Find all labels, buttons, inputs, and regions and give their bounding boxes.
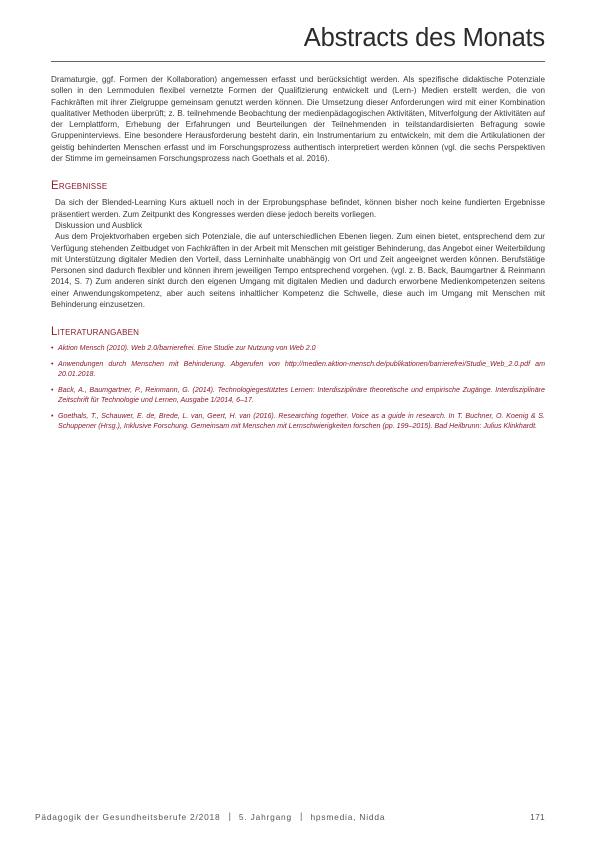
footer-publisher: hpsmedia, Nidda xyxy=(310,811,386,822)
reference-item xyxy=(51,411,545,432)
footer-journal: Pädagogik der Gesundheitsberufe 2/2018 xyxy=(35,811,221,822)
discussion-paragraph: Aus dem Projektvorhaben ergeben sich Potenziale, die auf unterschiedlichen Ebenen liegen. Zum einen bietet, entsprechend dem zur Verfügung stehenden Zeitbudget von Fachkräften in der Arbeit mit Menschen mit geistiger Behinderung, das Angebot einer Weiterbildung mit Unterstützung digitaler Medien den Vorteil, dass Lerninhalte unabhängig von Ort und Zeit angeeignet werden können. Berufstätige Personen sind dadurch flexibler und können ihrem jeweiligen Tempo entsprechend vorgehen. (vgl. z. B. Back, Baumgartner & Reinmann 2014, S. 7) Zum anderen sinkt durch den eigenen Umgang mit digitalen Medien und dadurch erworbene Medienkompetenzen seitens einer Anwendungskompetenz, aber auch seitens inhaltlicher Kompetenz die Schwelle, diese auch im Umgang mit Menschen mit Behinderung einzusetzen. xyxy=(51,232,545,310)
header-divider xyxy=(51,61,545,62)
article-body xyxy=(51,74,545,437)
reference-item xyxy=(51,385,545,406)
discussion-subheading: Diskussion und Ausblick xyxy=(55,220,143,230)
intro-paragraph: Dramaturgie, ggf. Formen der Kollaboration) angemessen erfasst und berücksichtigt werden. Als spezifische didaktische Potenziale sollen in den Lernmodulen flexibel vernetzte Formen der Qualifizierung entwickelt und (Lern-) Medien erstellt werden, die von Fachkräften mit ihrer Zielgruppe gemeinsam genutzt werden können. Die Umsetzung dieser Anforderungen wird mit einer Kombination qualitativer Methoden überprüft; z. B. teilnehmende Beobachtung der medienpädagogischen Aktivitäten, Mitverfolgung der Aktivitäten auf der Lernplattform, Erhebung der Erfahrungen und Beurteilungen der Teilnehmenden in teilstandardisierten Befragung sowie Gruppeninterviews. Eine besondere Herausforderung besteht darin, ein Instrumentarium zu entwickeln, mit dem die Artikulationen der geistig behinderten Menschen erfasst und im Forschungsprozess authentisch interpretiert werden können (vgl. die sechs Perspektiven der Stimme im gemeinsamen Forschungsprozess nach Goethals et al. 2016). xyxy=(51,75,545,164)
reference-list xyxy=(51,343,545,432)
bullet-icon: • xyxy=(51,359,54,368)
bullet-icon: • xyxy=(51,411,54,420)
bullet-icon: • xyxy=(51,385,54,394)
reference-text: Anwendungen durch Menschen mit Behinderung. Abgerufen von http://medien.aktion-mensch.de/publikationen/barrierefrei/Studie_Web_2.0.pdf am 20.01.2018. xyxy=(58,359,545,379)
bullet-icon: • xyxy=(51,344,54,353)
reference-text: Back, A., Baumgartner, P., Reinmann, G. (2014). Technologiegestütztes Lernen: Interdisziplinäre theoretische und empirische Zugänge. Interdisziplinäre Zeitschrift für Technologie und Lernen, Ausgabe 1/2014, 6–17. xyxy=(58,385,545,405)
page-number: 171 xyxy=(530,811,545,822)
reference-text: Goethals, T., Schauwer, E. de, Brede, L. van, Geert, H. van (2016). Researching together. Voice as a guide in research. In T. Buchner, O. Koenig & S. Schuppener (Hrsg.), Inklusive Forschung. Gemeinsam mit Menschen mit Lernschwierigkeiten forschen (pp. 199–2015). Bad Heilbrunn: Julius Klinkhardt. xyxy=(58,411,545,431)
footer-separator: | xyxy=(228,811,231,822)
references-heading: Literaturangaben xyxy=(51,326,140,339)
reference-item xyxy=(51,343,545,354)
results-paragraph: Da sich der Blended-Learning Kurs aktuell noch in der Erprobungsphase befindet, können bisher noch keine fundierten Ergebnisse präsentiert werden. Zum Zeitpunkt des Kongresses werden diese jedoch bereits vorliegen. xyxy=(51,198,545,219)
footer-volume: 5. Jahrgang xyxy=(238,811,292,822)
footer-separator: | xyxy=(299,811,303,822)
reference-item xyxy=(51,359,545,380)
page-footer xyxy=(35,811,545,822)
reference-text: Aktion Mensch (2010). Web 2.0/barrierefrei. Eine Studie zur Nutzung von Web 2.0 xyxy=(58,344,316,353)
results-heading: Ergebnisse xyxy=(51,180,108,193)
page-title: Abstracts des Monats xyxy=(303,24,545,52)
